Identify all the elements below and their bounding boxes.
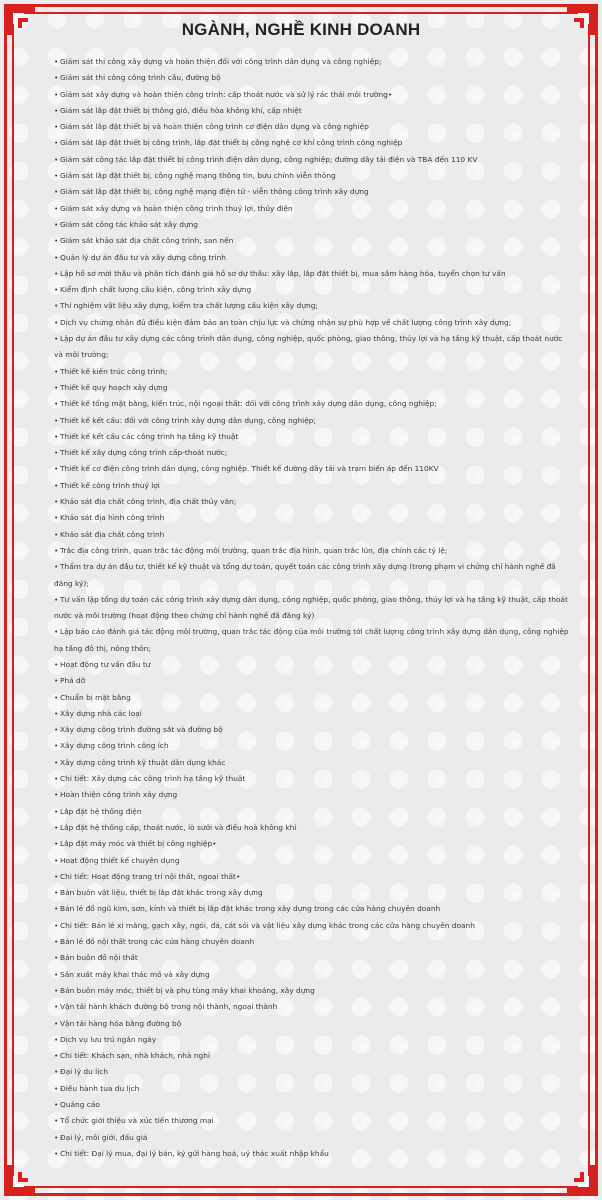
list-item (54, 233, 572, 249)
bullet-icon: • (54, 317, 59, 327)
bullet-icon: • (54, 725, 59, 735)
bullet-icon: • (54, 187, 59, 197)
list-item-text: Lập dự án đầu tư xây dựng các công trình dân dụng, công nghiệp, quốc phòng, giao thông, thủy lợi và hạ tầng kỹ thuật, cấp thoát nước và môi trường; (54, 334, 563, 360)
list-item (54, 168, 572, 184)
bullet-icon: • (54, 676, 59, 686)
list-item (54, 282, 572, 298)
list-item (54, 787, 572, 803)
list-item (54, 331, 572, 364)
bullet-icon: • (54, 219, 59, 229)
bullet-icon: • (54, 464, 59, 474)
list-item-text: Bán lẻ đồ nội thất trong các cửa hàng chuyên doanh (60, 937, 255, 947)
list-item (54, 135, 572, 151)
list-item (54, 1048, 572, 1064)
bullet-icon: • (54, 757, 59, 767)
list-item (54, 396, 572, 412)
bullet-icon: • (54, 171, 59, 181)
list-item (54, 999, 572, 1015)
list-item-text: Giám sát khảo sát địa chất công trình, san nền (60, 236, 234, 246)
list-item-text: Điều hành tua du lịch (60, 1083, 140, 1093)
bullet-icon: • (54, 1083, 59, 1093)
list-item (54, 445, 572, 461)
list-item (54, 804, 572, 820)
list-item (54, 510, 572, 526)
bullet-icon: • (54, 692, 59, 702)
bullet-icon: • (54, 774, 59, 784)
list-item (54, 461, 572, 477)
list-item-text: Giám sát thi công xây dựng và hoàn thiện đối với công trình dân dụng và công nghiệp; (60, 57, 382, 66)
business-lines-list (54, 54, 572, 1162)
bullet-icon: • (54, 497, 59, 507)
bullet-icon: • (54, 382, 59, 392)
bullet-icon: • (54, 138, 59, 148)
list-item (54, 690, 572, 706)
list-item-text: Giám sát thi công công trình cầu, đường bộ (60, 73, 221, 83)
list-item-text: Giám sát lắp đặt thiết bị và hoàn thiện công trình cơ điện dân dụng và công nghiệp (60, 122, 369, 132)
list-item-text: Hoạt động tư vấn đầu tư (60, 659, 151, 669)
list-item-text: Kiểm định chất lượng cấu kiện, công trình xây dựng (60, 285, 252, 295)
bullet-icon: • (54, 969, 59, 979)
list-item (54, 266, 572, 282)
bullet-icon: • (54, 953, 59, 963)
bullet-icon: • (54, 268, 59, 278)
list-item (54, 722, 572, 738)
bullet-icon: • (54, 627, 59, 637)
bullet-icon: • (54, 154, 59, 164)
bullet-icon: • (54, 1002, 59, 1012)
list-item-text: Tổ chức giới thiệu và xúc tiến thương mại (60, 1116, 214, 1126)
bullet-icon: • (54, 1067, 59, 1077)
list-item-text: Thiết kế quy hoạch xây dựng (60, 382, 168, 392)
list-item (54, 1146, 572, 1162)
list-item-text: Vận tải hành khách đường bộ trong nội thành, ngoại thành (60, 1002, 278, 1012)
bullet-icon: • (54, 659, 59, 669)
bullet-icon: • (54, 252, 59, 262)
bullet-icon: • (54, 904, 59, 914)
list-item-text: Thiết kế công trình thuỷ lợi (60, 480, 160, 490)
list-item (54, 364, 572, 380)
corner-ornament-icon (4, 1162, 38, 1196)
corner-ornament-icon (564, 1162, 598, 1196)
list-item-text: Thiết kế xây dựng công trình cấp-thoát nước; (60, 448, 228, 458)
list-item-text: Giám sát công tác lắp đặt thiết bị công trình điện dân dụng, công nghiệp; đường dây tải điện và TBA đến 110 KV (60, 154, 478, 164)
list-item-text: Lập báo cáo đánh giá tác động môi trường, quan trắc tác động của môi trường tới chất lượng công trình xây dựng dân dụng, công nghiệp hạ tầng đô thị, nông thôn; (54, 627, 569, 653)
bullet-icon: • (54, 1051, 59, 1061)
bullet-icon: • (54, 888, 59, 898)
bullet-icon: • (54, 448, 59, 458)
list-item (54, 70, 572, 86)
bullet-icon: • (54, 415, 59, 425)
bullet-icon: • (54, 366, 59, 376)
bullet-icon: • (54, 301, 59, 311)
list-item-text: Thiết kế tổng mặt bằng, kiến trúc, nội ngoại thất: đối với công trình xây dựng dân dụng, công nghiệp; (60, 399, 437, 409)
bullet-icon: • (54, 1148, 59, 1158)
list-item (54, 738, 572, 754)
list-item-text: Dịch vụ lưu trú ngắn ngày (60, 1034, 157, 1044)
list-item (54, 771, 572, 787)
list-item-text: Trắc địa công trình, quan trắc tác động môi trường, quan trắc địa hình, quan trắc lún, địa chính các tỷ lệ; (60, 545, 448, 555)
list-item (54, 885, 572, 901)
list-item-text: Chuẩn bị mặt bằng (60, 692, 131, 702)
list-item (54, 934, 572, 950)
list-item-text: Giám sát lắp đặt thiết bị thông gió, điều hòa không khí, cấp nhiệt (60, 105, 302, 115)
list-item-text: Giám sát xây dựng và hoàn thiện công trình thuỷ lợi, thủy điện (60, 203, 293, 213)
bullet-icon: • (54, 1018, 59, 1028)
list-item-text: Bán lẻ đồ ngũ kim, sơn, kính và thiết bị lắp đặt khác trong xây dựng trong các cửa hàng chuyên doanh (60, 904, 441, 914)
bullet-icon: • (54, 839, 59, 849)
list-item (54, 1032, 572, 1048)
list-item-text: Giám sát xây dựng và hoàn thiện công trình: cấp thoát nước và sử lý rác thải môi trường• (60, 89, 393, 99)
list-item (54, 119, 572, 135)
bullet-icon: • (54, 105, 59, 115)
list-item (54, 494, 572, 510)
list-item (54, 869, 572, 885)
list-item (54, 901, 572, 917)
bullet-icon: • (54, 937, 59, 947)
bullet-icon: • (54, 1132, 59, 1142)
bullet-icon: • (54, 545, 59, 555)
bullet-icon: • (54, 790, 59, 800)
list-item-text: Giám sát lắp đặt thiết bị, công nghệ mạng thông tin, bưu chính viễn thông (60, 171, 336, 181)
list-item-text: Giám sát công tác khảo sát xây dựng (60, 219, 199, 229)
list-item-text: Lắp đặt máy móc và thiết bị công nghiệp• (60, 839, 217, 849)
list-item (54, 706, 572, 722)
list-item (54, 918, 572, 934)
list-item (54, 1081, 572, 1097)
list-item (54, 87, 572, 103)
list-item (54, 429, 572, 445)
list-item-text: Xây dựng công trình kỹ thuật dân dụng khác (60, 757, 226, 767)
bullet-icon: • (54, 1034, 59, 1044)
list-item (54, 657, 572, 673)
bullet-icon: • (54, 236, 59, 246)
bullet-icon: • (54, 122, 59, 132)
list-item (54, 1064, 572, 1080)
list-item-text: Khảo sát địa hình công trình (60, 513, 165, 523)
list-item (54, 1097, 572, 1113)
list-item (54, 315, 572, 331)
list-item (54, 950, 572, 966)
list-item-text: Bán buôn đồ nội thất (60, 953, 138, 963)
list-item-text: Chi tiết: Đại lý mua, đại lý bán, ký gửi hàng hoá, uỷ thác xuất nhập khẩu (60, 1148, 329, 1158)
list-item (54, 820, 572, 836)
bullet-icon: • (54, 1116, 59, 1126)
list-item (54, 298, 572, 314)
list-item-text: Chi tiết: Xây dựng các công trình hạ tầng kỹ thuật (60, 774, 246, 784)
bullet-icon: • (54, 57, 59, 66)
list-item (54, 201, 572, 217)
bullet-icon: • (54, 89, 59, 99)
list-item-text: Chi tiết: Hoạt động trang trí nội thất, ngoại thất• (60, 871, 241, 881)
list-item (54, 380, 572, 396)
list-item-text: Lập hồ sơ mời thầu và phân tích đánh giá hồ sơ dự thầu: xây lắp, lắp đặt thiết bị, mua sắm hàng hóa, tuyển chọn tư vấn (60, 268, 506, 278)
list-item-text: Đại lý, môi giới, đấu giá (60, 1132, 148, 1142)
list-item (54, 478, 572, 494)
list-item (54, 217, 572, 233)
bullet-icon: • (54, 1100, 59, 1109)
bullet-icon: • (54, 285, 59, 295)
list-item-text: Hoàn thiện công trình xây dựng (60, 790, 178, 800)
list-item-text: Dịch vụ chứng nhận đủ điều kiện đảm bảo an toàn chịu lực và chứng nhận sự phù hợp về chất lượng công trình xây dựng; (60, 317, 512, 327)
list-item (54, 1016, 572, 1032)
list-item (54, 592, 572, 625)
page-title: NGÀNH, NGHỀ KINH DOANH (181, 20, 421, 39)
list-item-text: Khảo sát địa chất công trình, địa chất thủy văn; (60, 497, 237, 507)
list-item (54, 559, 572, 592)
list-item (54, 967, 572, 983)
list-item-text: Quản lý dự án đầu tư và xây dựng công trình (60, 252, 226, 262)
list-item-text: Quảng cáo (60, 1100, 100, 1109)
list-item-text: Bán buôn máy móc, thiết bị và phụ tùng máy khai khoáng, xây dựng (60, 985, 315, 995)
list-item-text: Chi tiết: Khách sạn, nhà khách, nhà nghỉ (60, 1051, 210, 1061)
list-item (54, 54, 572, 70)
list-item-text: Vận tải hàng hóa bằng đường bộ (60, 1018, 182, 1028)
bullet-icon: • (54, 985, 59, 995)
list-item (54, 184, 572, 200)
list-item (54, 543, 572, 559)
bullet-icon: • (54, 594, 59, 604)
list-item (54, 853, 572, 869)
bullet-icon: • (54, 73, 59, 83)
list-item (54, 250, 572, 266)
list-item (54, 983, 572, 999)
list-item (54, 1113, 572, 1129)
list-item-text: Thiết kế kết cấu: đối với công trình xây dựng dân dụng, công nghiệp; (60, 415, 316, 425)
list-item (54, 152, 572, 168)
list-item (54, 755, 572, 771)
bullet-icon: • (54, 871, 59, 881)
list-item (54, 413, 572, 429)
list-item-text: Tư vấn lập tổng dự toán các công trình xây dựng dân dụng, công nghiệp, quốc phòng, giao thông, thủy lợi và hạ tầng kỹ thuật, cấp thoát nước và môi trường (hoạt động theo chứng chỉ hành nghề đã đăng ký) (54, 594, 568, 621)
list-item-text: Bán buôn vật liệu, thiết bị lắp đặt khác trong xây dựng (60, 888, 263, 898)
list-item (54, 836, 572, 852)
bullet-icon: • (54, 822, 59, 832)
bullet-icon: • (54, 529, 59, 539)
list-item-text: Thiết kế kết cấu các công trình hạ tầng kỹ thuật (60, 431, 239, 441)
bullet-icon: • (54, 806, 59, 816)
list-item-text: Sản xuất máy khai thác mỏ và xây dựng (60, 969, 210, 979)
list-item-text: Giám sát lắp đặt thiết bị công trình, lắp đặt thiết bị công nghệ cơ khí công trình công nghiệp (60, 138, 403, 148)
bullet-icon: • (54, 513, 59, 523)
bullet-icon: • (54, 334, 59, 344)
list-item (54, 673, 572, 689)
list-item-text: Phá dỡ (60, 676, 86, 686)
list-item-text: Xây dựng công trình đường sắt và đường bộ (60, 725, 223, 735)
list-item-text: Thiết kế cơ điện công trình dân dụng, công nghiệp. Thiết kế đường dây tải và trạm biến áp đến 110KV (60, 464, 439, 474)
bullet-icon: • (54, 855, 59, 865)
list-item-text: Lắp đặt hệ thống cấp, thoát nước, lò sưởi và điều hoà không khí (60, 822, 297, 832)
list-item-text: Chi tiết: Bán lẻ xi măng, gạch xây, ngói, đá, cát sỏi và vật liệu xây dựng khác trong các cửa hàng chuyên doanh (60, 920, 475, 930)
bullet-icon: • (54, 708, 59, 718)
list-item-text: Lắp đặt hệ thống điện (60, 806, 142, 816)
list-item (54, 624, 572, 657)
bullet-icon: • (54, 480, 59, 490)
list-item-text: Xây dựng nhà các loại (60, 708, 142, 718)
bullet-icon: • (54, 741, 59, 751)
list-item (54, 527, 572, 543)
list-item (54, 103, 572, 119)
list-item (54, 1130, 572, 1146)
bullet-icon: • (54, 562, 59, 572)
bullet-icon: • (54, 203, 59, 213)
bullet-icon: • (54, 431, 59, 441)
list-item-text: Đại lý du lịch (60, 1067, 109, 1077)
list-item-text: Hoạt động thiết kế chuyên dụng (60, 855, 180, 865)
list-item-text: Thí nghiệm vật liệu xây dựng, kiểm tra chất lượng cấu kiện xây dựng; (60, 301, 318, 311)
bullet-icon: • (54, 920, 59, 930)
list-item-text: Khảo sát địa chất công trình (60, 529, 165, 539)
list-item-text: Xây dựng công trình công ích (60, 741, 169, 751)
list-item-text: Thiết kế kiến trúc công trình; (60, 366, 168, 376)
list-item-text: Giám sát lắp đặt thiết bị, công nghệ mạng điện tử - viễn thông công trình xây dựng (60, 187, 369, 197)
bullet-icon: • (54, 399, 59, 409)
list-item-text: Thẩm tra dự án đầu tư, thiết kế kỹ thuật và tổng dự toán, quyết toán các công trình xây dựng (trong phạm vi chứng chỉ hành nghề đã đăng ký); (54, 562, 556, 588)
